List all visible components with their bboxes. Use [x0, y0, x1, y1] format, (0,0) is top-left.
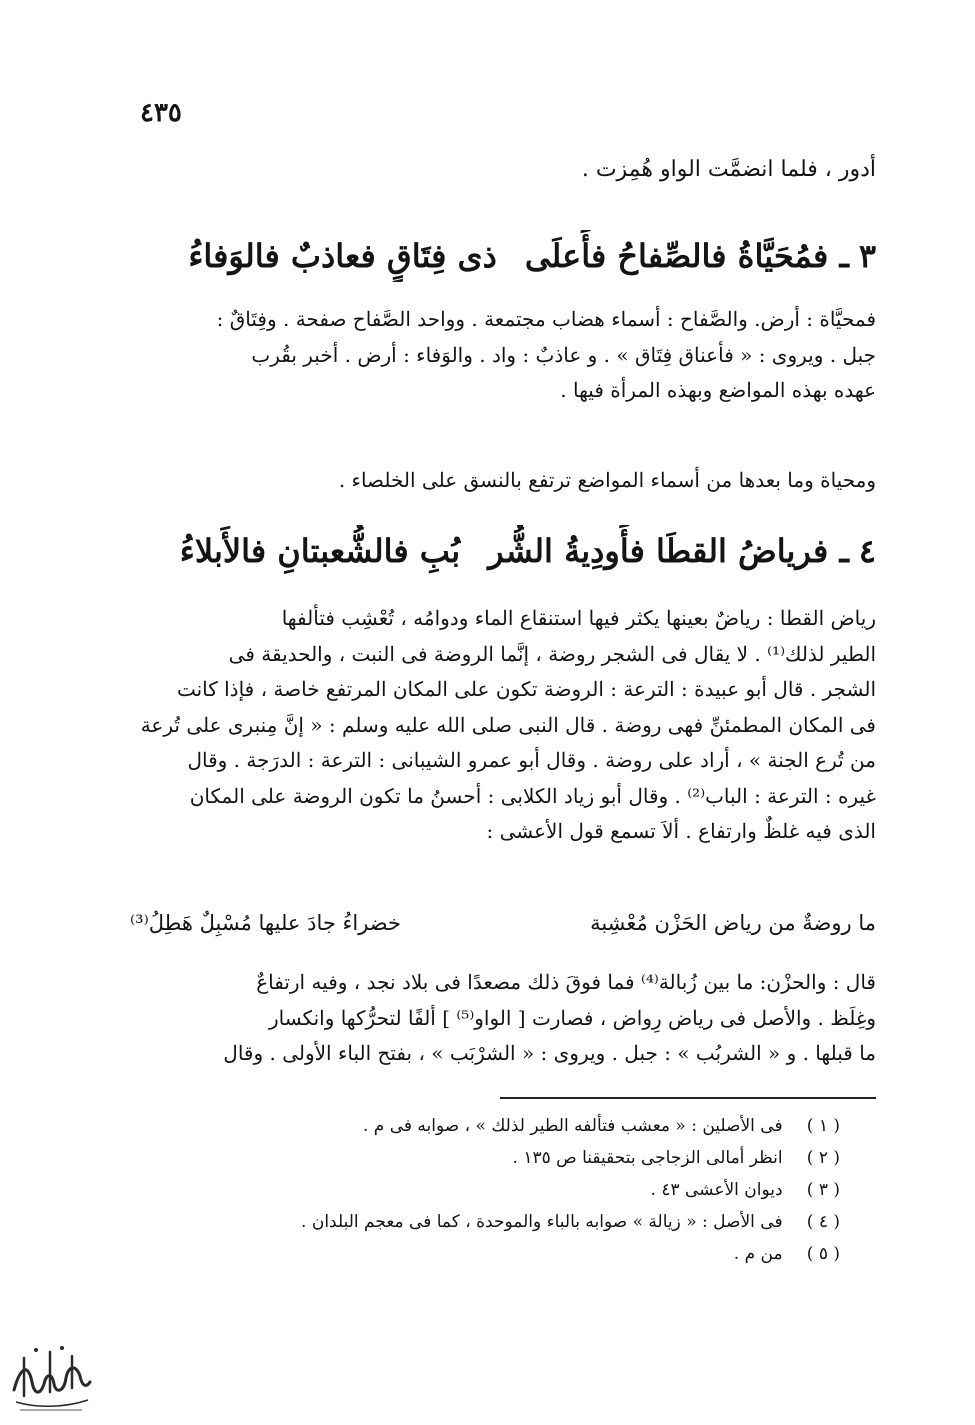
- quoted-first-hemistich: ما روضةٌ من رياض الحَزْن مُعْشِبة: [590, 911, 876, 935]
- text-line: أدور ، فلما انضمَّت الواو هُمِزت .: [581, 157, 876, 182]
- text-line: فمحيَّاة : أرض. والصَّفاح : أسماء هضاب مجتمعة . وواحد الصَّفاح صفحة . وفِتَاقٌ :: [216, 307, 876, 331]
- text-line: الذى فيه غلظٌ وارتفاع . ألاَ تسمع قول الأعشى :: [486, 819, 876, 843]
- commentary-verse-4: [130, 601, 876, 850]
- text-line: غيره : الترعة : الباب⁽²⁾ . وقال أبو زياد الكلابى : أحسنُ ما تكون الروضة على المكان: [189, 783, 876, 808]
- footnotes: [300, 1110, 840, 1270]
- text-line: من تُرع الجنة » ، أراد على روضة . وقال أبو عمرو الشيبانى : الترعة : الدرَجة . وقال: [187, 748, 876, 772]
- text-line: جبل . ويروى : « فأعناق فِتَاق » . و عاذبٌ : واد . والوَفاء : أرض . أخبر بقُرب: [251, 342, 876, 367]
- footnote-text: فى الأصل : « زيالة » صوابه بالباء والموحدة ، كما فى معجم البلدان .: [301, 1212, 783, 1232]
- footnote-4: [300, 1206, 840, 1238]
- quoted-second-hemistich: خضراءُ جادَ عليها مُسْبِلٌ هَطِلُ⁽³⁾: [130, 911, 401, 935]
- footnote-text: انظر أمالى الزجاجى بتحقيقنا ص ١٣٥ .: [512, 1148, 783, 1168]
- verse-second-hemistich: ذى فِتَاقٍ فعاذبٌ فالوَفاءُ: [188, 237, 497, 275]
- footnote-number: ( ٢ ): [806, 1148, 840, 1168]
- footnote-5: [300, 1238, 840, 1270]
- text-line: ما قبلها . و « الشربُب » : جبل . ويروى : « الشرْبَب » ، بفتح الباء الأولى . وقال: [223, 1041, 876, 1065]
- verse-4: [130, 525, 876, 577]
- footnote-2: [300, 1142, 840, 1174]
- text-line: رياض القطا : رياضٌ بعينها يكثر فيها استنقاع الماء ودوامُه ، تُعْشِب فتألفها: [281, 606, 876, 630]
- footnote-separator: [500, 1097, 876, 1099]
- footnote-text: ديوان الأعشى ٤٣ .: [650, 1180, 783, 1200]
- text-line: الشجر . قال أبو عبيدة : الترعة : الروضة تكون على المكان المرتفع خاصة ، فإذا كانت: [176, 677, 876, 701]
- verse-first-hemistich: ـ فرياضُ القطَا فأَودِيةُ الشُّر: [488, 532, 849, 570]
- footnote-3: [300, 1174, 840, 1206]
- text-line: ومحياة وما بعدها من أسماء المواضع ترتفع بالنسق على الخلصاء .: [338, 468, 876, 492]
- footnote-text: فى الأصلين : « معشب فتألفه الطير لذلك » ، صوابه فى م .: [363, 1116, 783, 1136]
- verse-second-hemistich: بُبِ فالشُّعبتانِ فالأَبلاءُ: [179, 532, 461, 570]
- footnote-number: ( ٥ ): [806, 1244, 840, 1264]
- footnote-1: [300, 1110, 840, 1142]
- page-number: ٤٣٥: [140, 98, 182, 128]
- verse-number: ٣: [858, 237, 876, 275]
- calligraphy-logo-stamp: [6, 1338, 94, 1416]
- text-line: وغِلَظ . والأصل فى رياض رِواض ، فصارت [ الواو⁽⁵⁾ ] ألفًا لتحرُّكها وانكسار: [268, 1005, 876, 1030]
- commentary-verse-3: [130, 302, 876, 409]
- text-line: قال : والحزْن: ما بين زُبالة⁽⁴⁾ فما فوقَ ذلك مصعدًا فى بلاد نجد ، وفيه ارتفاعٌ: [256, 970, 876, 994]
- text-line: عهده بهذه المواضع وبهذه المرأة فيها .: [560, 378, 876, 402]
- footnote-number: ( ٣ ): [806, 1180, 840, 1200]
- quoted-verse-al-asha: [130, 905, 876, 941]
- commentary-verse-4-continued: [130, 965, 876, 1072]
- verse-first-hemistich: ـ فمُحَيَّاةُ فالصِّفاحُ فأَعلَى: [524, 237, 849, 275]
- footnote-number: ( ٤ ): [806, 1212, 840, 1232]
- text-line: فى المكان المطمئنِّ فهى روضة . قال النبى صلى الله عليه وسلم : « إنَّ مِنبرى على تُرعة: [140, 712, 876, 737]
- top-continuation-line: [130, 150, 876, 190]
- verse-number: ٤: [858, 532, 876, 570]
- footnote-number: ( ١ ): [806, 1116, 840, 1136]
- footnote-text: من م .: [733, 1244, 783, 1264]
- note-verse-3: [130, 463, 876, 499]
- verse-3: [130, 230, 876, 282]
- text-line: الطير لذلك⁽¹⁾ . لا يقال فى الشجر روضة ، إنَّما الروضة فى النبت ، والحديقة فى: [228, 641, 876, 666]
